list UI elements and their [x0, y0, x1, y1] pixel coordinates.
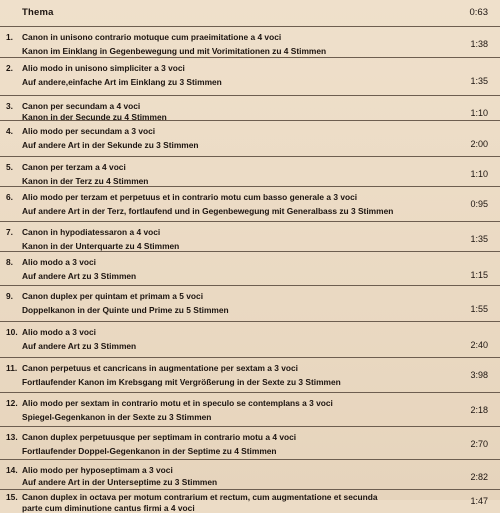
track-5	[0, 156, 500, 187]
track-7	[0, 221, 500, 252]
track-12	[0, 392, 500, 427]
track-14	[0, 459, 500, 490]
track-german-title: Auf andere Art zu 3 Stimmen	[22, 271, 137, 281]
track-duration: 1:15	[470, 270, 488, 280]
thema-row	[0, 0, 500, 26]
track-german-title: Kanon in der Terz zu 4 Stimmen	[22, 176, 149, 186]
thema-title: Thema	[22, 7, 54, 18]
track-duration: 1:47	[470, 496, 488, 506]
track-german-title: Auf andere Art in der Unterseptime zu 3 Stimmen	[22, 477, 218, 487]
track-3	[0, 95, 500, 121]
track-german-title: Fortlaufender Kanon im Krebsgang mit Vergrößerung in der Sexte zu 3 Stimmen	[22, 377, 341, 387]
track-9	[0, 285, 500, 322]
track-german-title: Auf andere Art in der Terz, fortlaufend und in Gegenbewegung mit Generalbass zu 3 Stimmen	[22, 206, 394, 216]
track-latin-title: Alio modo a 3 voci	[22, 327, 96, 337]
track-10	[0, 321, 500, 358]
track-1	[0, 26, 500, 58]
track-number: 10.	[6, 327, 18, 337]
track-duration: 2:40	[470, 340, 488, 350]
track-duration: 2:00	[470, 139, 488, 149]
track-2	[0, 57, 500, 96]
track-number: 12.	[6, 398, 18, 408]
track-duration: 1:10	[470, 108, 488, 118]
track-german-title: Kanon im Einklang in Gegenbewegung und mit Vorimitationen zu 4 Stimmen	[22, 46, 327, 56]
track-latin-title: Alio modo per terzam et perpetuus et in contrario motu cum basso generale a 3 voci	[22, 192, 358, 202]
track-latin-title: Canon duplex in octava per motum contrarium et rectum, cum augmentatione et secunda	[22, 492, 378, 502]
track-latin-title: Canon per terzam a 4 voci	[22, 162, 126, 172]
track-8	[0, 251, 500, 286]
track-11	[0, 357, 500, 393]
track-duration: 0:95	[470, 199, 488, 209]
track-german-title: parte cum diminutione cantus firmi a 4 voci	[22, 503, 195, 513]
track-number: 11.	[6, 363, 18, 373]
track-german-title: Kanon in der Secunde zu 4 Stimmen	[22, 112, 167, 122]
track-duration: 3:98	[470, 370, 488, 380]
track-latin-title: Alio modo in unisono simpliciter a 3 voci	[22, 63, 185, 73]
track-duration: 1:10	[470, 169, 488, 179]
track-duration: 1:35	[470, 76, 488, 86]
track-latin-title: Canon perpetuus et cancricans in augmentatione per sextam a 3 voci	[22, 363, 298, 373]
track-number: 1.	[6, 32, 13, 42]
track-duration: 1:35	[470, 234, 488, 244]
track-german-title: Kanon in der Unterquarte zu 4 Stimmen	[22, 241, 180, 251]
track-number: 3.	[6, 101, 13, 111]
track-duration: 2:70	[470, 439, 488, 449]
track-number: 7.	[6, 227, 13, 237]
track-latin-title: Alio modo per hyposeptimam a 3 voci	[22, 465, 173, 475]
track-number: 2.	[6, 63, 13, 73]
track-latin-title: Alio modo per sextam in contrario motu et in speculo se contemplans a 3 voci	[22, 398, 333, 408]
track-german-title: Auf andere,einfache Art im Einklang zu 3 Stimmen	[22, 77, 222, 87]
track-german-title: Doppelkanon in der Quinte und Prime zu 5 Stimmen	[22, 305, 229, 315]
track-latin-title: Canon per secundam a 4 voci	[22, 101, 141, 111]
track-number: 14.	[6, 465, 18, 475]
track-6	[0, 186, 500, 222]
track-number: 9.	[6, 291, 13, 301]
track-duration: 2:18	[470, 405, 488, 415]
track-4	[0, 120, 500, 157]
track-duration: 1:55	[470, 304, 488, 314]
track-15	[0, 489, 500, 513]
track-german-title: Spiegel-Gegenkanon in der Sexte zu 3 Stimmen	[22, 412, 212, 422]
track-german-title: Auf andere Art in der Sekunde zu 3 Stimmen	[22, 140, 199, 150]
track-latin-title: Canon in hypodiatessaron a 4 voci	[22, 227, 161, 237]
track-latin-title: Canon duplex perpetuusque per septimam in contrario motu a 4 voci	[22, 432, 297, 442]
track-number: 8.	[6, 257, 13, 267]
track-latin-title: Canon in unisono contrario motuque cum praeimitatione a 4 voci	[22, 32, 282, 42]
track-duration: 1:38	[470, 39, 488, 49]
track-13	[0, 426, 500, 460]
track-german-title: Auf andere Art zu 3 Stimmen	[22, 341, 137, 351]
track-german-title: Fortlaufender Doppel-Gegenkanon in der Septime zu 4 Stimmen	[22, 446, 277, 456]
track-latin-title: Alio modo a 3 voci	[22, 257, 96, 267]
track-latin-title: Alio modo per secundam a 3 voci	[22, 126, 156, 136]
thema-duration: 0:63	[469, 7, 488, 18]
track-number: 5.	[6, 162, 13, 172]
track-duration: 2:82	[470, 472, 488, 482]
track-latin-title: Canon duplex per quintam et primam a 5 voci	[22, 291, 204, 301]
track-number: 13.	[6, 432, 18, 442]
track-number: 15.	[6, 492, 18, 502]
track-number: 4.	[6, 126, 13, 136]
track-number: 6.	[6, 192, 13, 202]
